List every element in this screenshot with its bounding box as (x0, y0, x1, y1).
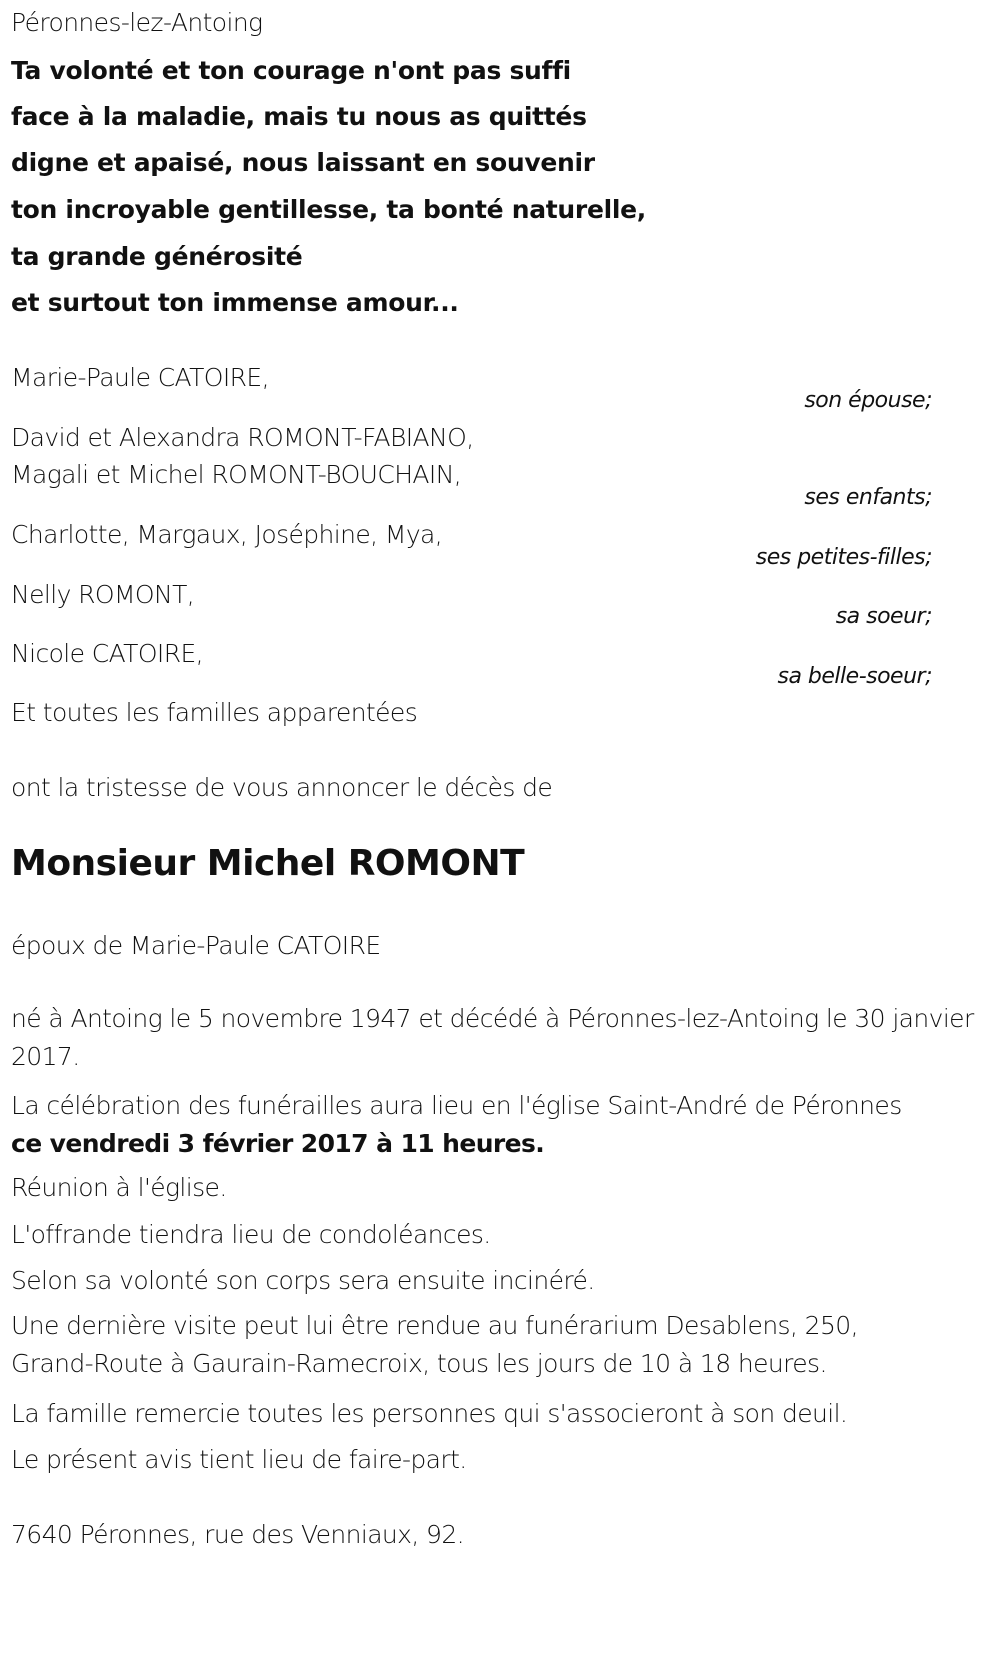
poem-line: face à la maladie, mais tu nous as quittés (11, 102, 587, 131)
family-relation: ses enfants; (804, 485, 932, 510)
family-relation: son épouse; (804, 388, 932, 413)
family-name: Magali et Michel ROMONT-BOUCHAIN, (11, 460, 462, 489)
family-relation: sa soeur; (835, 604, 932, 629)
meeting-text: Réunion à l'église. (11, 1173, 227, 1202)
family-relation: ses petites-filles; (755, 545, 932, 570)
thanks-text: La famille remercie toutes les personnes qui s'associeront à son deuil. (11, 1399, 848, 1428)
family-closing: Et toutes les familles apparentées (11, 698, 418, 727)
visit-text: Une dernière visite peut lui être rendue au funérarium Desablens, 250, Grand-Route à Gaurain-Ramecroix, tous les jours de 10 à 18 heures. (11, 1311, 858, 1378)
family-name: David et Alexandra ROMONT-FABIANO, (11, 423, 474, 452)
ceremony-text (11, 1087, 911, 1163)
announcement-intro: ont la tristesse de vous annoncer le décès de (11, 773, 553, 802)
location-heading: Péronnes-lez-Antoing (11, 8, 263, 37)
ceremony-date: ce vendredi 3 février 2017 à 11 heures. (11, 1129, 545, 1158)
family-name: Nicole CATOIRE, (11, 639, 204, 668)
notice-text: Le présent avis tient lieu de faire-part. (11, 1445, 467, 1474)
offering-text: L'offrande tiendra lieu de condoléances. (11, 1220, 491, 1249)
family-address: 7640 Péronnes, rue des Venniaux, 92. (11, 1520, 465, 1549)
birth-death-text: né à Antoing le 5 novembre 1947 et décédé à Péronnes-lez-Antoing le 30 janvier 2017. (11, 1004, 974, 1071)
poem-line: ta grande générosité (11, 242, 303, 271)
poem-line: digne et apaisé, nous laissant en souvenir (11, 148, 595, 177)
ceremony-prefix: La célébration des funérailles aura lieu en l'église Saint-André de Péronnes (11, 1091, 902, 1120)
spouse-line: époux de Marie-Paule CATOIRE (11, 931, 381, 960)
cremation-text: Selon sa volonté son corps sera ensuite incinéré. (11, 1266, 595, 1295)
family-name: Nelly ROMONT, (11, 580, 195, 609)
deceased-name: Monsieur Michel ROMONT (11, 843, 525, 884)
family-name: Charlotte, Margaux, Joséphine, Mya, (11, 520, 443, 549)
poem-line: et surtout ton immense amour... (11, 288, 459, 317)
family-name: Marie-Paule CATOIRE, (11, 363, 269, 392)
family-relation: sa belle-soeur; (777, 664, 932, 689)
poem-line: Ta volonté et ton courage n'ont pas suffi (11, 56, 571, 85)
poem-line: ton incroyable gentillesse, ta bonté naturelle, (11, 195, 646, 224)
